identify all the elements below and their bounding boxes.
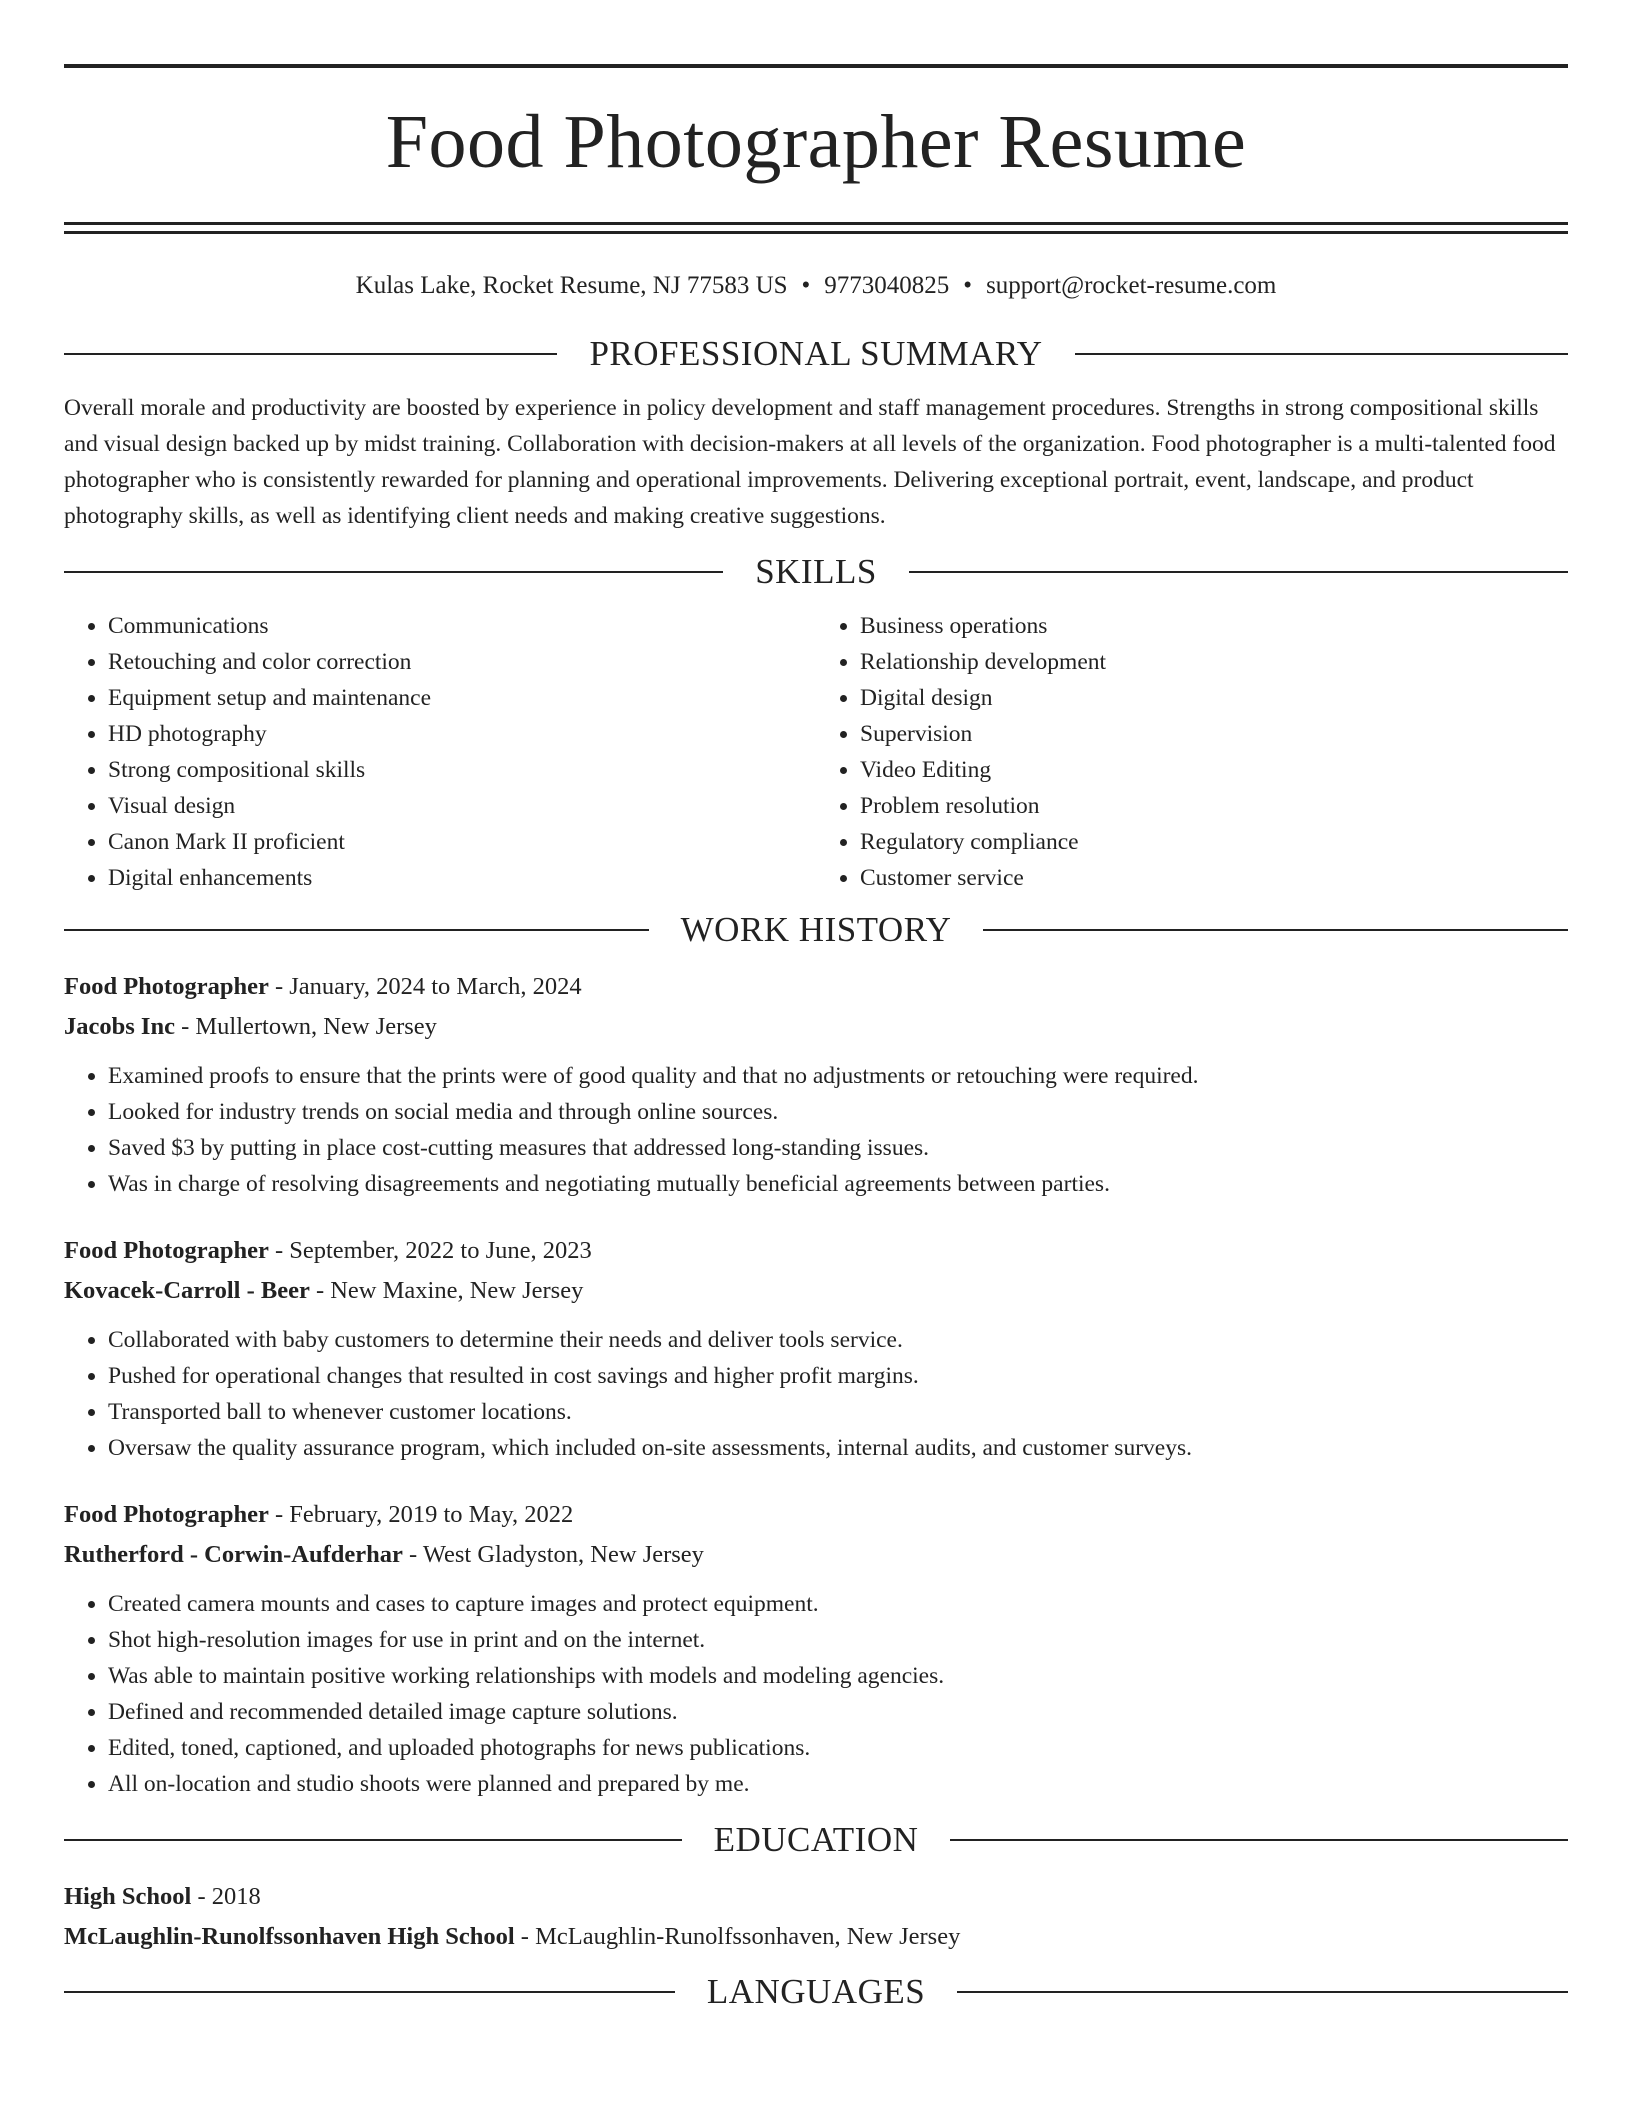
education-school: McLaughlin-Runolfssonhaven High School [64,1923,515,1950]
job-title-line [64,1496,1568,1534]
job-company-line [64,1536,1568,1574]
education-entry [64,1878,1568,1956]
job-location: - Mullertown, New Jersey [174,1013,437,1040]
job-company: Kovacek-Carroll - Beer [64,1277,310,1304]
job-dates: - February, 2019 to May, 2022 [268,1501,574,1528]
work-heading [64,908,1568,952]
job-title-line [64,968,1568,1006]
job-bullet: • Looked for industry trends on social media and through online sources. [108,1094,1568,1130]
job-entry [64,1496,1568,1802]
contact-phone: 9773040825 [824,272,950,299]
education-degree-line [64,1878,1568,1916]
job-entry [64,1232,1568,1466]
heading-rule [950,1839,1568,1841]
skills-heading-label: SKILLS [755,552,877,591]
job-company: Rutherford - Corwin-Aufderhar [64,1541,403,1568]
job-bullets [64,1322,1568,1466]
heading-rule [64,571,723,573]
heading-rule [909,571,1568,573]
job-entry [64,968,1568,1202]
skill-item: • Video Editing [860,752,1568,788]
job-bullet: • Saved $3 by putting in place cost-cutting measures that addressed long-standing issues. [108,1130,1568,1166]
summary-heading-label: PROFESSIONAL SUMMARY [589,334,1043,373]
heading-rule [1075,353,1568,355]
job-bullet: • Collaborated with baby customers to determine their needs and deliver tools service. [108,1322,1568,1358]
languages-heading [64,1970,1568,2014]
job-bullet: • Pushed for operational changes that resulted in cost savings and higher profit margins. [108,1358,1568,1394]
education-location: - McLaughlin-Runolfssonhaven, New Jersey [514,1923,961,1950]
page-title: Food Photographer Resume [385,100,1247,184]
heading-rule [957,1991,1568,1993]
title-double-rule [64,222,1568,234]
languages-heading-label: LANGUAGES [706,1972,926,2011]
education-year: - 2018 [191,1883,261,1910]
job-bullet: • Defined and recommended detailed image capture solutions. [108,1694,1568,1730]
contact-email: support@rocket-resume.com [986,272,1277,299]
heading-rule [983,929,1568,931]
skills-column-right [816,608,1568,896]
heading-rule [64,1991,675,1993]
skill-item: • Digital design [860,680,1568,716]
job-dates: - January, 2024 to March, 2024 [268,973,582,1000]
skill-item: • Digital enhancements [108,860,816,896]
resume-page [64,64,1568,2014]
job-bullets [64,1586,1568,1802]
job-bullet: • Oversaw the quality assurance program, which included on-site assessments, internal audits, and customer surveys. [108,1430,1568,1466]
contact-address: Kulas Lake, Rocket Resume, NJ 77583 US [355,272,788,299]
skill-item: • Customer service [860,860,1568,896]
job-title: Food Photographer [64,973,269,1000]
job-bullet: • Examined proofs to ensure that the prints were of good quality and that no adjustments or retouching were required. [108,1058,1568,1094]
skills-list [64,608,1568,896]
job-bullet: • Was in charge of resolving disagreements and negotiating mutually beneficial agreements between parties. [108,1166,1568,1202]
skill-item: • Visual design [108,788,816,824]
skill-item: • Communications [108,608,816,644]
summary-heading [64,332,1568,376]
skill-item: • Canon Mark II proficient [108,824,816,860]
skills-heading [64,550,1568,594]
job-company-line [64,1008,1568,1046]
work-heading-label: WORK HISTORY [680,910,952,949]
contact-line [64,268,1568,304]
summary-text: Overall morale and productivity are boosted by experience in policy development and staff management procedures. Strengths in strong compositional skills and visual design backed up by midst training. Collaboration with decision-makers at all levels of the organization. Food photographer is a multi-talented food photographer who is consistently rewarded for planning and operational improvements. Delivering exceptional portrait, event, landscape, and product photography skills, as well as identifying client needs and making creative suggestions. [64,395,1556,529]
skill-item: • Retouching and color correction [108,644,816,680]
top-rule [64,64,1568,68]
job-bullet: • Created camera mounts and cases to capture images and protect equipment. [108,1586,1568,1622]
skill-item: • HD photography [108,716,816,752]
job-title: Food Photographer [64,1237,269,1264]
skill-item: • Equipment setup and maintenance [108,680,816,716]
heading-rule [64,1839,682,1841]
job-bullet: • Was able to maintain positive working relationships with models and modeling agencies. [108,1658,1568,1694]
job-location: - West Gladyston, New Jersey [402,1541,704,1568]
job-company: Jacobs Inc [64,1013,175,1040]
education-heading-label: EDUCATION [713,1820,919,1859]
skill-item: • Strong compositional skills [108,752,816,788]
contact-separator: • [801,272,811,299]
skill-item: • Relationship development [860,644,1568,680]
job-title: Food Photographer [64,1501,269,1528]
skill-item: • Problem resolution [860,788,1568,824]
job-location: - New Maxine, New Jersey [309,1277,584,1304]
job-bullet: • All on-location and studio shoots were planned and prepared by me. [108,1766,1568,1802]
education-heading [64,1818,1568,1862]
skill-item: • Supervision [860,716,1568,752]
contact-separator: • [963,272,973,299]
skills-column-left [64,608,816,896]
education-degree: High School [64,1883,192,1910]
heading-rule [64,353,557,355]
job-company-line [64,1272,1568,1310]
skill-item: • Business operations [860,608,1568,644]
education-school-line [64,1918,1568,1956]
job-title-line [64,1232,1568,1270]
job-bullet: • Edited, toned, captioned, and uploaded photographs for news publications. [108,1730,1568,1766]
job-bullet: • Shot high-resolution images for use in print and on the internet. [108,1622,1568,1658]
job-bullets [64,1058,1568,1202]
job-bullet: • Transported ball to whenever customer locations. [108,1394,1568,1430]
skill-item: • Regulatory compliance [860,824,1568,860]
heading-rule [64,929,649,931]
job-dates: - September, 2022 to June, 2023 [268,1237,592,1264]
